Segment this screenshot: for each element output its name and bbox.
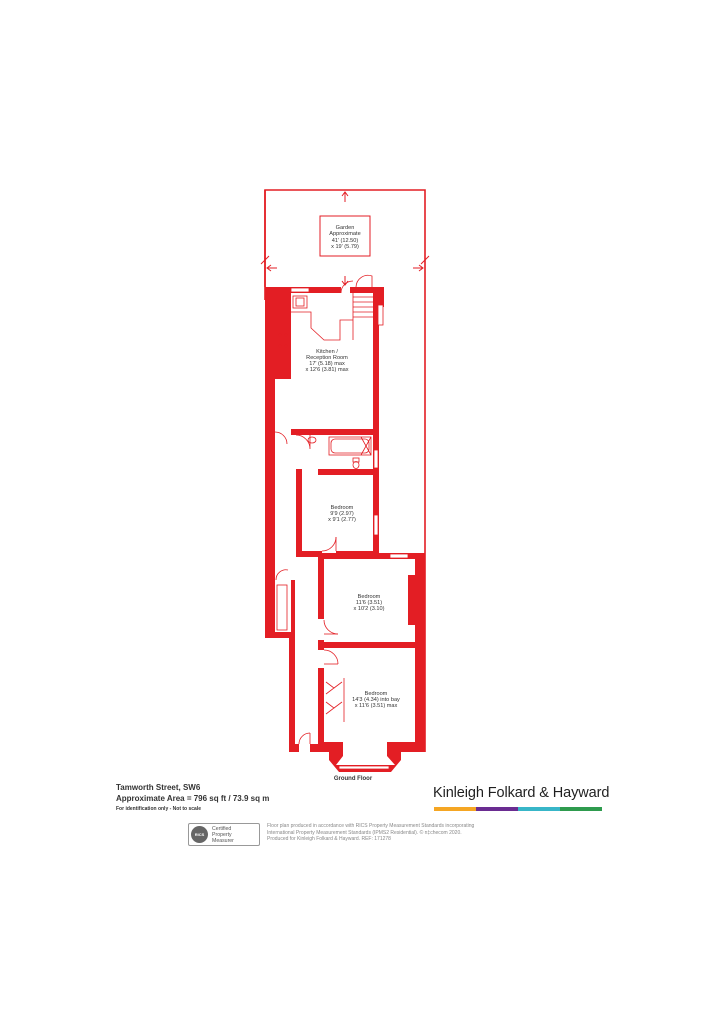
- identification-note: For identification only - Not to scale: [116, 806, 202, 812]
- svg-text:x 19' (5.79): x 19' (5.79): [331, 244, 359, 250]
- svg-text:41' (12.50): 41' (12.50): [331, 238, 359, 244]
- svg-text:11'6 (3.51): 11'6 (3.51): [355, 600, 383, 606]
- svg-text:Bedroom: Bedroom: [330, 505, 354, 511]
- rics-line3: Measurer: [212, 837, 234, 844]
- bathroom-fixtures: [308, 437, 371, 469]
- legal-line3: Produced for Kinleigh Folkard & Hayward. REF: 171278: [267, 836, 391, 842]
- svg-text:Garden: Garden: [335, 225, 355, 231]
- svg-text:Bedroom: Bedroom: [364, 691, 388, 697]
- svg-text:Approximate: Approximate: [329, 231, 361, 237]
- svg-text:x 9'1 (2.77): x 9'1 (2.77): [328, 517, 356, 523]
- rics-line1: Certified: [212, 825, 232, 832]
- bedroom2-label: [354, 594, 385, 612]
- rics-icon-text: RICS: [194, 832, 205, 837]
- rics-icon: [191, 826, 208, 843]
- svg-text:Bedroom: Bedroom: [357, 594, 381, 600]
- svg-text:Reception Room: Reception Room: [306, 355, 348, 361]
- legal-line1: Floor plan produced in accordance with RICS Property Measurement Standards incorporating: [267, 823, 475, 829]
- svg-text:x 12'6 (3.81) max: x 12'6 (3.81) max: [305, 367, 349, 373]
- brand-bar-purple: [476, 807, 518, 811]
- bedroom1-label: [328, 505, 356, 523]
- svg-text:14'3 (4.34) into bay: 14'3 (4.34) into bay: [352, 697, 400, 703]
- svg-text:Kitchen /: Kitchen /: [316, 349, 338, 355]
- rics-line2: Property: [212, 831, 232, 838]
- brand-bar-orange: [434, 807, 476, 811]
- svg-text:x 10'2 (3.10): x 10'2 (3.10): [353, 606, 385, 612]
- brand-bar-blue: [518, 807, 560, 811]
- property-address: Tamworth Street, SW6: [116, 783, 201, 792]
- rics-badge-text: [212, 826, 234, 844]
- approximate-area: Approximate Area = 796 sq ft / 73.9 sq m: [116, 794, 270, 803]
- svg-text:9'9 (2.97): 9'9 (2.97): [330, 511, 354, 517]
- svg-text:17' (5.18) max: 17' (5.18) max: [309, 361, 345, 367]
- brand-color-bars: [434, 807, 602, 811]
- svg-text:x 11'6 (3.51) max: x 11'6 (3.51) max: [354, 703, 398, 709]
- floor-label: Ground Floor: [333, 776, 373, 782]
- legal-line2: International Property Measurement Standards (IPMS2 Residential). © n‡checom 2020.: [267, 829, 462, 836]
- legal-text: [267, 823, 567, 843]
- brand-bar-green: [560, 807, 602, 811]
- rics-badge: [188, 823, 260, 846]
- brand-logo: Kinleigh Folkard & Hayward: [433, 785, 610, 801]
